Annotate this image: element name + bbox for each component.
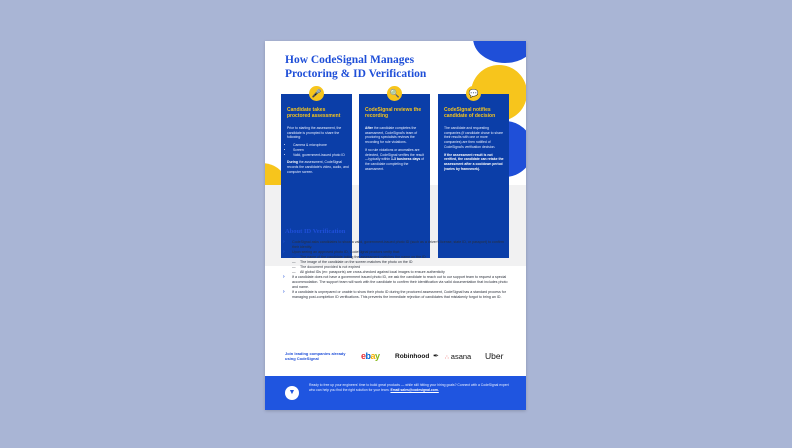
company-logos: [361, 352, 521, 364]
about-subitem: — The name of the candidate taking the assessment matches the name on the ID: [283, 255, 511, 260]
step-1-bullets: [287, 143, 349, 157]
step-1-outro: [287, 160, 349, 174]
step-card-2: [359, 89, 430, 258]
step-1-intro: Prior to starting the assessment, the candidate is prompted to share the following:: [287, 126, 342, 140]
asana-text: asana: [450, 352, 472, 361]
ebay-logo: ebay: [361, 351, 380, 361]
document-search-icon: 🔍: [387, 86, 402, 101]
step-2-p2-bold: 1-3 business days: [391, 157, 421, 162]
asana-dots-icon: ∴: [445, 355, 449, 361]
codesignal-logo-icon: ▼: [285, 386, 299, 400]
footer-message: Ready to free up your engineers' time to build great products — while still hitting your hiring goals? Connect with a CodeSignal expert who can help you find the right solution for your team.: [309, 383, 509, 392]
step-1-bullet: • Valid, government-issued photo ID: [293, 153, 349, 158]
step-2-p1-text: the candidate completes the assessment, CodeSignal's team of proctoring specialists reviews the recording for rule violations.: [365, 126, 418, 145]
footer-email-link[interactable]: Email sales@codesignal.com.: [390, 387, 439, 392]
join-text: Join leading companies already using CodeSignal: [285, 351, 346, 361]
step-2-title: CodeSignal reviews the recording: [365, 107, 422, 119]
page-title: How CodeSignal Manages Proctoring & ID Verification: [285, 54, 427, 80]
step-2-p2: [365, 148, 427, 172]
step-3-body: [444, 126, 506, 174]
step-3-p2-text: If the assessment result is not verified, the candidate can retake the assessment after a cooldown period (varies by framework).: [444, 152, 504, 171]
footer-banner: [265, 376, 526, 410]
step-1-bullet: • Screen: [293, 148, 349, 153]
step-1-bullet: • Camera & microphone: [293, 143, 349, 148]
step-3-p1: The candidate and requesting companies (if candidate chose to share their results with one or more companies) are then notified of CodeSignal's verification decision.: [444, 126, 503, 149]
about-item: › CodeSignal asks candidates to show a valid, government-issued photo ID (such as a driver's license, state ID, or passport) to confirm their identity.: [283, 240, 511, 250]
about-subitem: — All global IDs (ex: passports) are cross-checked against local images to ensure authenticity: [283, 270, 511, 275]
about-item: › Upon seeing an approved photo ID, CodeSignal proctors verify that:: [283, 250, 511, 255]
step-1-outro-text: the assessment, CodeSignal records the candidate's video, audio, and computer screen.: [287, 160, 349, 174]
document-page: [265, 41, 526, 410]
about-list: [283, 240, 511, 300]
feather-icon: ✒: [433, 353, 439, 360]
microphone-icon: 🎤: [309, 86, 324, 101]
decor-circle-top-blue: [473, 41, 526, 63]
about-item: › If a candidate does not have a government issued photo ID, we ask the candidate to reach out to our support team to request a special accommodation. The support team will work with the candidate to confirm their identification via valid documentation that includes photo and name.: [283, 275, 511, 290]
chat-bubble-icon: 💬: [466, 86, 481, 101]
robinhood-logo: Robinhood: [395, 353, 430, 360]
step-2-body: [365, 126, 427, 174]
step-2-p1: [365, 126, 427, 145]
asana-logo: [445, 352, 471, 363]
footer-text: [309, 383, 509, 393]
about-subitem: — The document provided is not expired: [283, 265, 511, 270]
about-item: › If a candidate is unprepared or unable to show their photo ID during the proctored assessment, CodeSignal has a standard process for managing post-completion ID verifications. This prevents the immediate rejection of candidates that mistakenly forgot to bring an ID.: [283, 290, 511, 300]
step-1-title: Candidate takes proctored assessment: [287, 107, 341, 119]
about-subitem: — The image of the candidate on the screen matches the photo on the ID: [283, 260, 511, 265]
step-3-title: CodeSignal notifies candidate of decision: [444, 107, 496, 119]
step-1-body: [287, 126, 349, 177]
step-2-p1-bold: After: [365, 126, 373, 130]
step-card-3: [438, 89, 509, 258]
step-2-p2-text: If no rule violations or anomalies are detected, CodeSignal verifies the result—typically within: [365, 147, 424, 162]
step-2-p2-end: of the candidate completing the assessment.: [365, 157, 425, 171]
uber-logo: Uber: [485, 351, 504, 361]
about-title: About ID Verification: [285, 228, 346, 235]
step-1-outro-bold: During: [287, 160, 298, 165]
step-3-p2: [444, 153, 506, 172]
